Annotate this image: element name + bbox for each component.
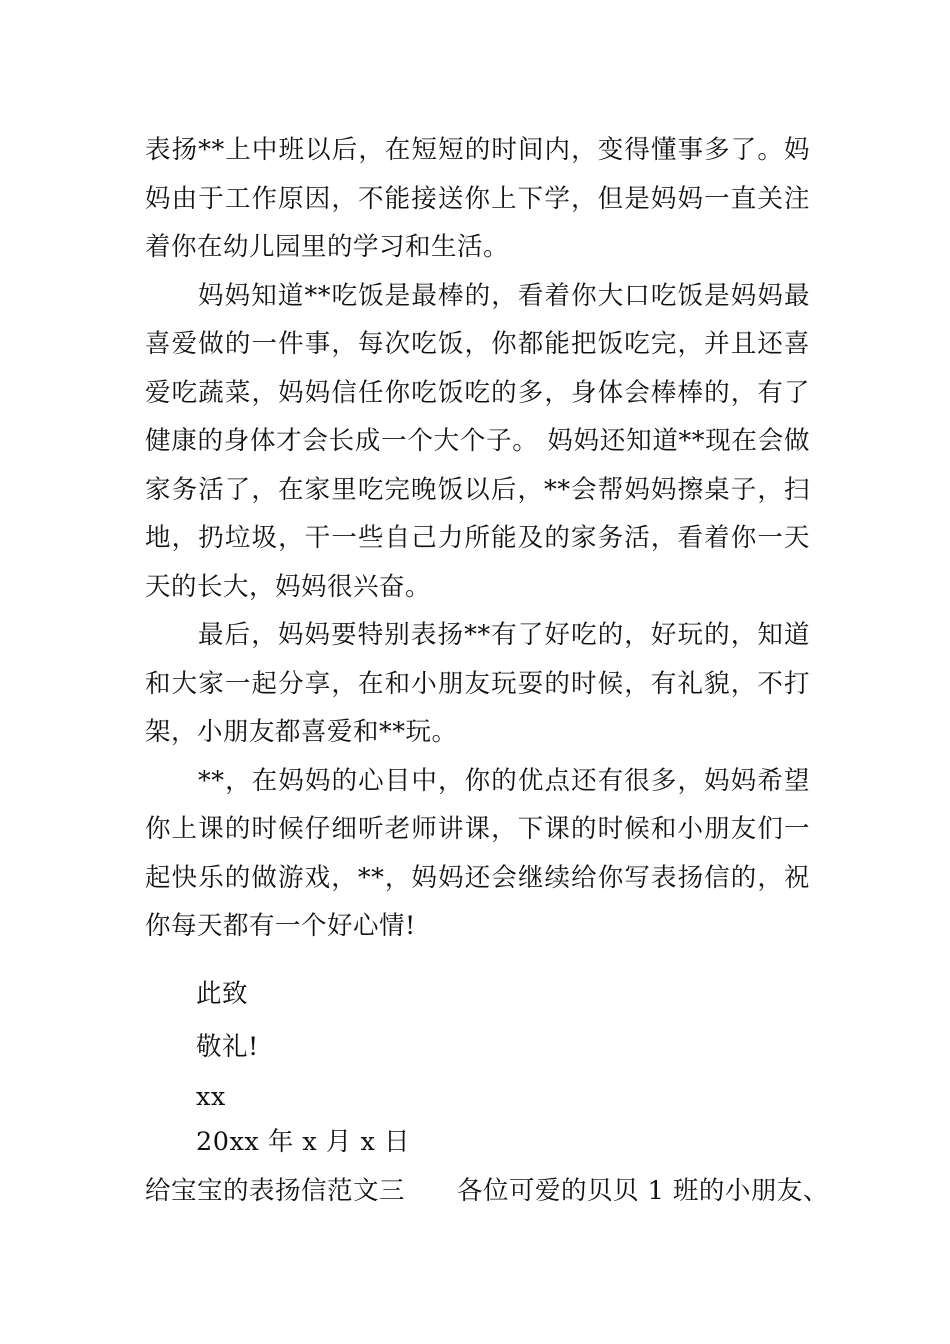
- document-body: [145, 126, 810, 951]
- paragraph-2: 妈妈知道**吃饭是最棒的，看着你大口吃饭是妈妈最喜爱做的一件事，每次吃饭，你都能把饭吃完，并且还喜爱吃蔬菜，妈妈信任你吃饭吃的多，身体会棒棒的，有了健康的身体才会长成一个大个子。 妈妈还知道**现在会做家务活了，在家里吃完晚饭以后，**会帮妈妈擦桌子，扫地，扔垃圾，干一些自己力所能及的家务活，看着你一天天的长大，妈妈很兴奋。: [145, 280, 810, 602]
- closing-regards: 敬礼!: [196, 1032, 259, 1062]
- signature: xx: [196, 1082, 226, 1112]
- next-section-heading: 给宝宝的表扬信范文三 各位可爱的贝贝 1 班的小朋友、: [145, 1176, 829, 1206]
- paragraph-3: 最后，妈妈要特别表扬**有了好吃的，好玩的，知道和大家一起分享，在和小朋友玩耍的时候，有礼貌，不打架，小朋友都喜爱和**玩。: [145, 620, 810, 747]
- paragraph-1: 表扬**上中班以后，在短短的时间内，变得懂事多了。妈妈由于工作原因，不能接送你上下学，但是妈妈一直关注着你在幼儿园里的学习和生活。: [145, 135, 810, 262]
- date-line: 20xx 年 x 月 x 日: [196, 1127, 411, 1157]
- paragraph-4: **，在妈妈的心目中，你的优点还有很多，妈妈希望你上课的时候仔细听老师讲课，下课的时候和小朋友们一起快乐的做游戏，**，妈妈还会继续给你写表扬信的，祝你每天都有一个好心情!: [145, 765, 810, 941]
- closing-salutation: 此致: [196, 979, 249, 1009]
